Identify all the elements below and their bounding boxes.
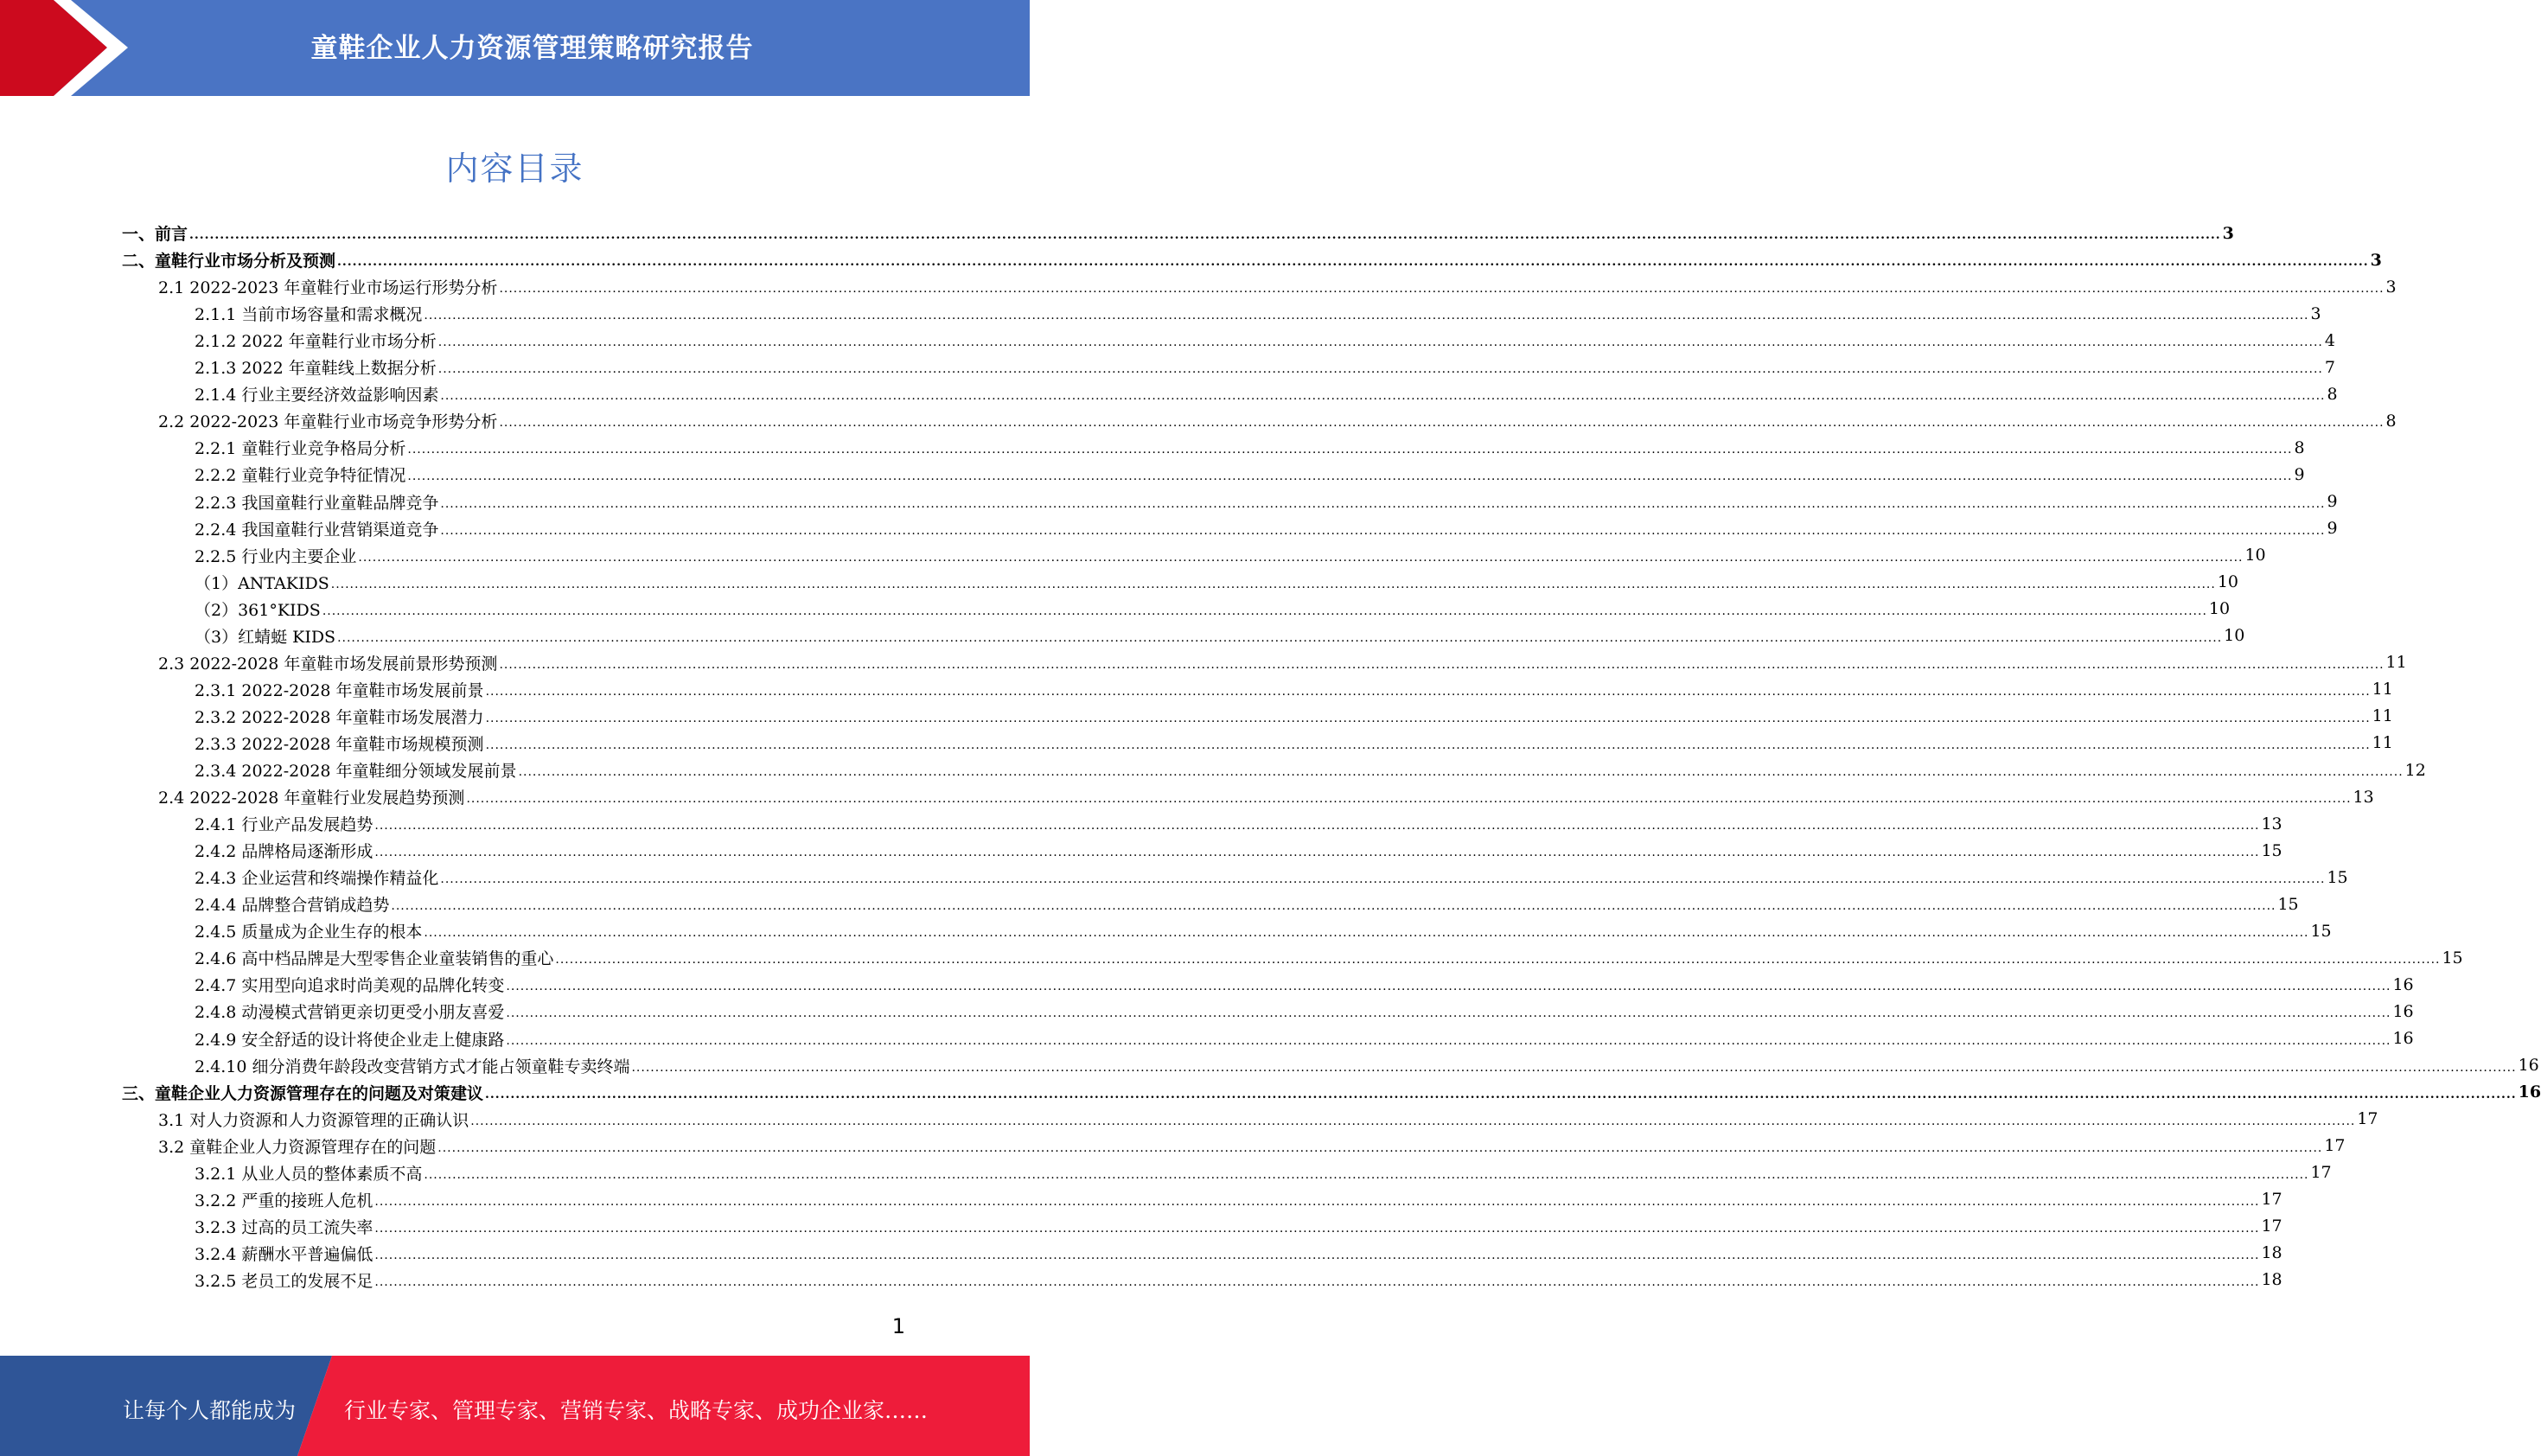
toc-leader-dots: ................................................................................................................................................................................................................................................................................................................................................................................................................: [424, 1167, 2309, 1182]
toc-entry[interactable]: [195, 623, 2245, 649]
toc-entry-page: 17: [2310, 1163, 2332, 1183]
toc-entry[interactable]: [195, 998, 2414, 1025]
toc-entry-label: 2.2.5 行业内主要企业: [195, 546, 357, 566]
toc-entry-label: 2.1.1 当前市场容量和需求概况: [195, 305, 423, 325]
toc-entry-page: 3: [2385, 277, 2397, 297]
toc-entry[interactable]: [195, 569, 2239, 596]
toc-entry-label: 2.4 2022-2028 年童鞋行业发展趋势预测: [158, 789, 465, 808]
toc-leader-dots: ................................................................................................................................................................................................................................................................................................................................................................................................................: [437, 335, 2323, 350]
toc-entry[interactable]: [122, 246, 2382, 273]
page-header: [0, 0, 1030, 96]
toc-leader-dots: ................................................................................................................................................................................................................................................................................................................................................................................................................: [189, 228, 2221, 242]
toc-entry-label: 2.3.2 2022-2028 年童鞋市场发展潜力: [195, 707, 484, 727]
toc-heading: 内容目录: [445, 150, 584, 188]
toc-entry-label: 2.1.3 2022 年童鞋线上数据分析: [195, 359, 437, 379]
toc-entry[interactable]: [195, 837, 2282, 864]
toc-entry[interactable]: [195, 810, 2282, 837]
toc-entry-label: 2.3.4 2022-2028 年童鞋细分领域发展前景: [195, 762, 517, 781]
toc-entry-label: 2.4.4 品牌整合营销成趋势: [195, 896, 390, 916]
toc-entry-page: 11: [2372, 706, 2393, 726]
toc-entry-label: 2.4.8 动漫模式营销更亲切更受小朋友喜爱: [195, 1003, 505, 1023]
toc-entry-label: 2.2 2022-2023 年童鞋行业市场竞争形势分析: [158, 412, 498, 432]
toc-entry[interactable]: [195, 596, 2231, 623]
toc-entry[interactable]: [158, 783, 2374, 810]
toc-leader-dots: ................................................................................................................................................................................................................................................................................................................................................................................................................: [437, 1140, 2323, 1155]
toc-entry[interactable]: [195, 327, 2335, 354]
toc-leader-dots: ................................................................................................................................................................................................................................................................................................................................................................................................................: [499, 282, 2385, 297]
toc-entry[interactable]: [195, 1052, 2539, 1079]
toc-entry[interactable]: [195, 864, 2348, 891]
toc-leader-dots: ................................................................................................................................................................................................................................................................................................................................................................................................................: [374, 1274, 2260, 1289]
toc-leader-dots: ................................................................................................................................................................................................................................................................................................................................................................................................................: [555, 953, 2441, 967]
toc-entry-label: 3.1 对人力资源和人力资源管理的正确认识: [158, 1110, 469, 1130]
toc-entry[interactable]: [158, 273, 2397, 300]
toc-entry-page: 11: [2372, 680, 2393, 699]
toc-entry-page: 3: [2310, 303, 2321, 323]
toc-entry-label: 3.2.3 过高的员工流失率: [195, 1217, 373, 1237]
toc-entry-page: 13: [2261, 814, 2282, 833]
toc-entry-page: 16: [2392, 1029, 2414, 1048]
toc-entry-page: 18: [2261, 1270, 2282, 1290]
toc-entry[interactable]: [195, 1186, 2282, 1213]
toc-entry[interactable]: [195, 757, 2426, 783]
toc-leader-dots: ................................................................................................................................................................................................................................................................................................................................................................................................................: [391, 899, 2276, 914]
toc-entry[interactable]: [195, 434, 2305, 461]
toc-entry[interactable]: [195, 917, 2332, 944]
toc-leader-dots: ................................................................................................................................................................................................................................................................................................................................................................................................................: [485, 684, 2371, 699]
toc-entry-page: 17: [2261, 1217, 2282, 1236]
toc-entry-page: 12: [2404, 760, 2426, 780]
toc-leader-dots: ................................................................................................................................................................................................................................................................................................................................................................................................................: [631, 1060, 2517, 1075]
page-footer: [0, 1356, 1030, 1456]
toc-entry-page: 3: [2222, 223, 2234, 243]
toc-entry-page: 15: [2442, 948, 2463, 967]
toc-entry-page: 17: [2261, 1190, 2282, 1210]
toc-entry[interactable]: [195, 703, 2393, 730]
toc-leader-dots: ................................................................................................................................................................................................................................................................................................................................................................................................................: [506, 980, 2391, 994]
toc-entry-label: 3.2.1 从业人员的整体素质不高: [195, 1164, 423, 1184]
toc-entry-label: （2）361°KIDS: [195, 600, 321, 620]
toc-entry-label: （3）红蜻蜓 KIDS: [195, 627, 336, 647]
toc-entry-label: 3.2.4 薪酬水平普遍偏低: [195, 1244, 373, 1264]
toc-entry[interactable]: [195, 730, 2393, 757]
toc-entry-page: 15: [2327, 867, 2348, 887]
footer-slogan-right: 行业专家、管理专家、营销专家、战略专家、成功企业家……: [344, 1398, 929, 1423]
toc-entry[interactable]: [195, 354, 2335, 380]
toc-entry-label: 2.1.4 行业主要经济效益影响因素: [195, 386, 439, 406]
toc-entry-page: 16: [2518, 1082, 2541, 1102]
toc-leader-dots: ................................................................................................................................................................................................................................................................................................................................................................................................................: [424, 926, 2309, 941]
toc-entry[interactable]: [195, 515, 2338, 542]
toc-entry-page: 16: [2392, 974, 2414, 994]
toc-entry-label: 2.3.3 2022-2028 年童鞋市场规模预测: [195, 734, 484, 754]
toc-entry-page: 17: [2324, 1136, 2346, 1156]
toc-leader-dots: ................................................................................................................................................................................................................................................................................................................................................................................................................: [440, 389, 2326, 404]
toc-entry-page: 8: [2327, 384, 2338, 404]
toc-leader-dots: ................................................................................................................................................................................................................................................................................................................................................................................................................: [485, 711, 2371, 725]
toc-leader-dots: ................................................................................................................................................................................................................................................................................................................................................................................................................: [407, 443, 2293, 457]
toc-leader-dots: ................................................................................................................................................................................................................................................................................................................................................................................................................: [374, 846, 2260, 860]
toc-leader-dots: ................................................................................................................................................................................................................................................................................................................................................................................................................: [374, 819, 2260, 833]
toc-entry[interactable]: [195, 891, 2299, 917]
toc-entry-page: 8: [2385, 411, 2397, 431]
toc-leader-dots: ................................................................................................................................................................................................................................................................................................................................................................................................................: [330, 577, 2216, 591]
toc-entry[interactable]: [195, 380, 2338, 407]
toc-entry[interactable]: [122, 1079, 2541, 1106]
toc-entry-page: 11: [2372, 733, 2393, 753]
toc-entry[interactable]: [195, 971, 2414, 998]
toc-entry[interactable]: [195, 542, 2266, 569]
toc-entry-label: 2.4.7 实用型向追求时尚美观的品牌化转变: [195, 976, 505, 996]
toc-entry[interactable]: [158, 1133, 2346, 1159]
toc-leader-dots: ................................................................................................................................................................................................................................................................................................................................................................................................................: [485, 738, 2371, 752]
toc-leader-dots: ................................................................................................................................................................................................................................................................................................................................................................................................................: [358, 550, 2244, 565]
toc-leader-dots: ................................................................................................................................................................................................................................................................................................................................................................................................................: [485, 1087, 2517, 1102]
toc-entry-label: 2.4.3 企业运营和终端操作精益化: [195, 869, 439, 889]
toc-leader-dots: ................................................................................................................................................................................................................................................................................................................................................................................................................: [440, 523, 2326, 538]
toc-entry[interactable]: [158, 1106, 2378, 1133]
toc-entry-page: 11: [2385, 653, 2407, 673]
toc-entry-page: 10: [2217, 572, 2239, 592]
toc-entry-page: 13: [2353, 787, 2374, 807]
toc-entry-label: 三、童鞋企业人力资源管理存在的问题及对策建议: [122, 1083, 484, 1103]
toc-entry-label: 2.4.10 细分消费年龄段改变营销方式才能占领童鞋专卖终端: [195, 1057, 630, 1076]
toc-entry[interactable]: [195, 1213, 2282, 1240]
toc-entry[interactable]: [122, 220, 2234, 246]
toc-entry-label: 一、前言: [122, 225, 188, 244]
toc-entry-page: 8: [2294, 437, 2305, 457]
toc-entry-page: 15: [2310, 921, 2332, 941]
toc-entry[interactable]: [158, 649, 2407, 676]
toc-leader-dots: ................................................................................................................................................................................................................................................................................................................................................................................................................: [499, 657, 2385, 672]
toc-leader-dots: ................................................................................................................................................................................................................................................................................................................................................................................................................: [337, 630, 2223, 645]
toc-leader-dots: ................................................................................................................................................................................................................................................................................................................................................................................................................: [506, 1006, 2391, 1021]
toc-entry-page: 16: [2392, 1001, 2414, 1021]
toc-entry-label: 2.4.1 行业产品发展趋势: [195, 815, 373, 835]
toc-leader-dots: ................................................................................................................................................................................................................................................................................................................................................................................................................: [466, 792, 2352, 807]
toc-entry-label: 二、童鞋行业市场分析及预测: [122, 252, 336, 271]
toc-entry-page: 10: [2244, 546, 2266, 565]
toc-leader-dots: ................................................................................................................................................................................................................................................................................................................................................................................................................: [374, 1248, 2260, 1262]
toc-entry-label: 3.2.2 严重的接班人危机: [195, 1191, 373, 1210]
toc-entry[interactable]: [195, 489, 2338, 515]
toc-entry-label: 2.2.4 我国童鞋行业营销渠道竞争: [195, 520, 439, 540]
toc-entry-page: 9: [2327, 492, 2338, 511]
toc-entry-label: 2.3 2022-2028 年童鞋市场发展前景形势预测: [158, 654, 498, 674]
toc-entry[interactable]: [195, 461, 2305, 488]
toc-leader-dots: ................................................................................................................................................................................................................................................................................................................................................................................................................: [470, 1114, 2356, 1128]
toc-leader-dots: ................................................................................................................................................................................................................................................................................................................................................................................................................: [518, 765, 2404, 779]
toc-entry-page: 18: [2261, 1243, 2282, 1263]
toc-entry-page: 10: [2208, 599, 2231, 619]
toc-entry-label: （1）ANTAKIDS: [195, 573, 329, 593]
toc-entry[interactable]: [195, 944, 2463, 971]
toc-leader-dots: ................................................................................................................................................................................................................................................................................................................................................................................................................: [440, 496, 2326, 511]
toc-leader-dots: ................................................................................................................................................................................................................................................................................................................................................................................................................: [440, 872, 2326, 887]
toc-leader-dots: ................................................................................................................................................................................................................................................................................................................................................................................................................: [499, 416, 2385, 431]
toc-entry-page: 3: [2370, 250, 2382, 270]
toc-leader-dots: ................................................................................................................................................................................................................................................................................................................................................................................................................: [424, 309, 2309, 323]
toc-leader-dots: ................................................................................................................................................................................................................................................................................................................................................................................................................: [437, 362, 2323, 377]
toc-entry[interactable]: [195, 1025, 2414, 1052]
report-title: 童鞋企业人力资源管理策略研究报告: [310, 33, 754, 64]
toc-entry-label: 2.4.6 高中档品牌是大型零售企业童装销售的重心: [195, 949, 554, 969]
toc-entry-page: 17: [2357, 1109, 2378, 1129]
toc-entry-page: 15: [2261, 840, 2282, 860]
toc-leader-dots: ................................................................................................................................................................................................................................................................................................................................................................................................................: [374, 1221, 2260, 1236]
toc-entry-label: 2.3.1 2022-2028 年童鞋市场发展前景: [195, 680, 484, 700]
toc-entry-label: 2.2.2 童鞋行业竞争特征情况: [195, 466, 406, 486]
toc-entry-label: 2.4.9 安全舒适的设计将使企业走上健康路: [195, 1030, 505, 1050]
toc-entry[interactable]: [195, 1159, 2332, 1186]
toc-entry-label: 3.2 童鞋企业人力资源管理存在的问题: [158, 1137, 437, 1157]
toc-entry-label: 2.2.1 童鞋行业竞争格局分析: [195, 439, 406, 459]
toc-entry[interactable]: [158, 407, 2397, 434]
toc-entry-page: 7: [2324, 357, 2335, 377]
footer-slogan-left: 让每个人都能成为: [123, 1398, 297, 1423]
toc-entry-label: 2.4.2 品牌格局逐渐形成: [195, 842, 373, 862]
toc-entry-page: 4: [2324, 330, 2335, 350]
toc-entry-label: 2.4.5 质量成为企业生存的根本: [195, 923, 423, 942]
toc-entry-label: 2.2.3 我国童鞋行业童鞋品牌竞争: [195, 493, 439, 513]
toc-entry[interactable]: [195, 676, 2393, 703]
toc-leader-dots: ................................................................................................................................................................................................................................................................................................................................................................................................................: [322, 603, 2207, 618]
toc-leader-dots: ................................................................................................................................................................................................................................................................................................................................................................................................................: [506, 1033, 2391, 1048]
toc-entry[interactable]: [195, 1267, 2282, 1293]
toc-entry-page: 16: [2518, 1056, 2539, 1076]
toc-entry-label: 2.1 2022-2023 年童鞋行业市场运行形势分析: [158, 278, 498, 298]
toc-entry-label: 3.2.5 老员工的发展不足: [195, 1271, 373, 1291]
toc-leader-dots: ................................................................................................................................................................................................................................................................................................................................................................................................................: [374, 1194, 2260, 1209]
toc-entry-page: 9: [2294, 464, 2305, 484]
toc-entry[interactable]: [195, 1240, 2282, 1267]
page-number: 1: [891, 1314, 905, 1338]
toc-entry[interactable]: [195, 300, 2321, 327]
toc-entry-page: 15: [2277, 894, 2299, 914]
toc-leader-dots: ................................................................................................................................................................................................................................................................................................................................................................................................................: [407, 469, 2293, 484]
toc-entry-label: 2.1.2 2022 年童鞋行业市场分析: [195, 332, 437, 352]
toc-entry-page: 10: [2224, 626, 2245, 646]
toc-leader-dots: ................................................................................................................................................................................................................................................................................................................................................................................................................: [337, 255, 2369, 270]
toc-entry-page: 9: [2327, 519, 2338, 539]
